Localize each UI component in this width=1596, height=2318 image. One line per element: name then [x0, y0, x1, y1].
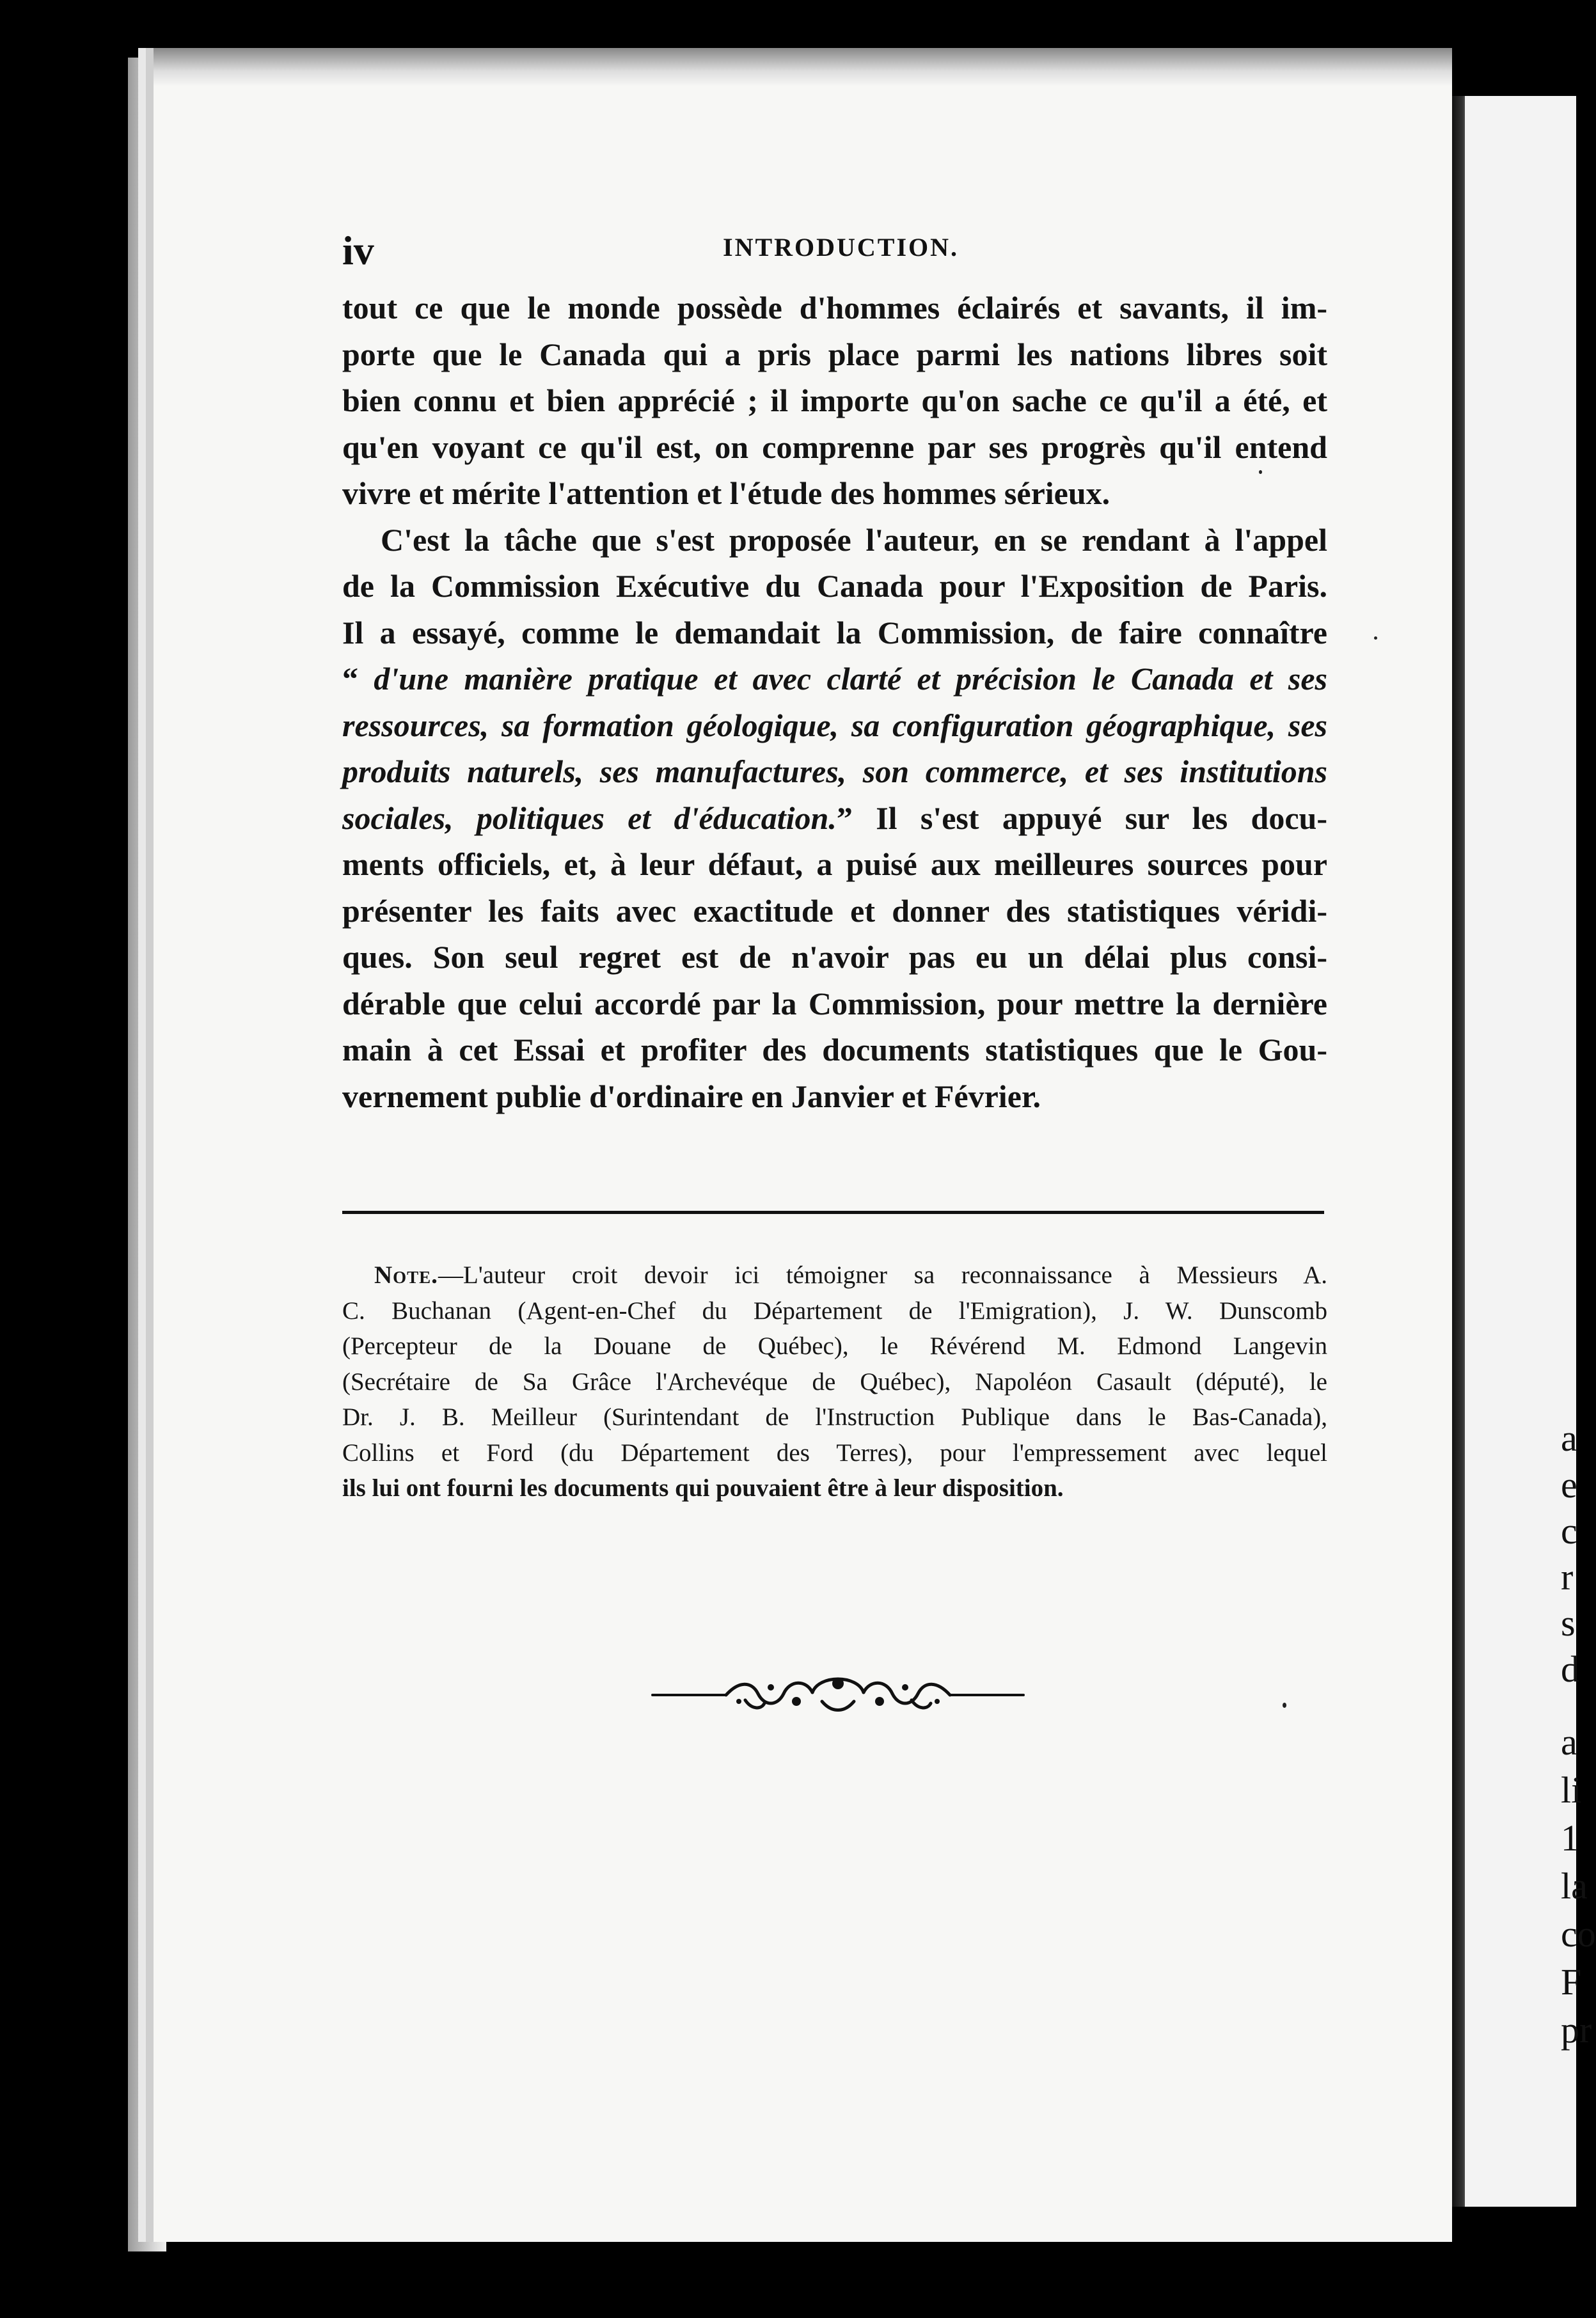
- text-line: [342, 748, 1327, 795]
- page-top-edge: [154, 48, 1452, 86]
- text-line: Il a essayé, comme le demandait la Commission, de faire connaître: [342, 614, 1327, 650]
- footnote-text: —L'auteur croit devoir ici témoigner sa reconnaissance à Messieurs A.: [438, 1261, 1327, 1289]
- text-line: bien connu et bien apprécié ; il importe qu'on sache ce qu'il a été, et: [342, 382, 1327, 418]
- italic-quote-text: d'une manière pratique et avec clarté et précision le Canada et ses: [374, 661, 1328, 697]
- footnote-divider: [342, 1211, 1324, 1214]
- footnote-line: Collins et Ford (du Département des Terres), pour l'empressement avec lequel: [342, 1439, 1327, 1467]
- paper-speck: [1374, 636, 1377, 640]
- facing-page-fragment: la: [1561, 1865, 1588, 1907]
- facing-page: [1465, 96, 1596, 2207]
- footnote-line: Dr. J. B. Meilleur (Surintendant de l'Instruction Publique dans le Bas-Canada),: [342, 1403, 1327, 1431]
- text-line: porte que le Canada qui a pris place parmi les nations libres soit: [342, 336, 1327, 372]
- italic-quote-text: sociales, politiques et d'éducation.: [342, 800, 837, 836]
- text-line: ques. Son seul regret est de n'avoir pas eu un délai plus consi-: [342, 939, 1327, 975]
- text-line: de la Commission Exécutive du Canada pour l'Exposition de Paris.: [342, 568, 1327, 604]
- facing-page-fragment: co: [1561, 1913, 1596, 1955]
- italic-quote-text: produits naturels, ses manufactures, son commerce, et ses institutions: [342, 753, 1327, 789]
- facing-page-fragment: a: [1561, 1721, 1577, 1763]
- text-line: ments officiels, et, à leur défaut, a puisé aux meilleures sources pour: [342, 846, 1327, 882]
- text-line: tout ce que le monde possède d'hommes éclairés et savants, il im-: [342, 290, 1327, 326]
- text-span: ” Il s'est appuyé sur les docu-: [836, 800, 1327, 836]
- facing-page-fragment: d: [1561, 1648, 1579, 1690]
- footnote-line: (Percepteur de la Douane de Québec), le Révérend M. Edmond Langevin: [342, 1332, 1327, 1360]
- paper-speck: [1259, 470, 1262, 474]
- text-line: qu'en voyant ce qu'il est, on comprenne par ses progrès qu'il entend: [342, 429, 1327, 465]
- decorative-scroll-ornament-icon: [649, 1668, 1027, 1719]
- facing-page-fragment: s: [1561, 1602, 1576, 1644]
- facing-page-fragment: c: [1561, 1510, 1577, 1552]
- paper-speck: [1283, 1703, 1286, 1708]
- text-line: dérable que celui accordé par la Commission, pour mettre la dernière: [342, 985, 1327, 1021]
- text-line: vernement publie d'ordinaire en Janvier et Février.: [342, 1078, 1041, 1114]
- text-line: [342, 702, 1327, 749]
- facing-page-fragment: a: [1561, 1417, 1577, 1459]
- text-line: [342, 795, 1327, 842]
- footnote-label: Note.: [374, 1261, 438, 1289]
- footnote-line: (Secrétaire de Sa Grâce l'Archevéque de Québec), Napoléon Casault (député), le: [342, 1368, 1327, 1396]
- facing-page-fragment: r: [1561, 1556, 1574, 1598]
- text-line: main à cet Essai et profiter des documents statistiques que le Gou-: [342, 1032, 1327, 1068]
- facing-page-fragment: li: [1561, 1769, 1582, 1811]
- text-line: présenter les faits avec exactitude et donner des statistiques véridi-: [342, 892, 1327, 929]
- open-quote: “: [342, 661, 374, 697]
- text-line: [342, 656, 1327, 702]
- facing-page-fragment: 1: [1561, 1817, 1579, 1859]
- italic-quote-text: ressources, sa formation géologique, sa configuration géographique, ses: [342, 707, 1327, 743]
- footnote: [342, 1258, 1327, 1506]
- footnote-line: [342, 1258, 1327, 1293]
- footnote-line: ils lui ont fourni les documents qui pouvaient être à leur disposition.: [342, 1474, 1064, 1502]
- text-line: vivre et mérite l'attention et l'étude des hommes sérieux.: [342, 475, 1110, 511]
- footnote-line: C. Buchanan (Agent-en-Chef du Département de l'Emigration), J. W. Dunscomb: [342, 1297, 1327, 1325]
- page-number: iv: [342, 228, 374, 273]
- page-header: [342, 227, 1327, 272]
- facing-page-fragment: e: [1561, 1464, 1577, 1506]
- running-head: INTRODUCTION.: [723, 233, 960, 262]
- facing-page-fragment: pr: [1561, 2009, 1592, 2051]
- facing-page-fragment: F: [1561, 1961, 1582, 2003]
- text-line: C'est la tâche que s'est proposée l'auteur, en se rendant à l'appel: [381, 521, 1327, 558]
- body-text: [342, 285, 1327, 1119]
